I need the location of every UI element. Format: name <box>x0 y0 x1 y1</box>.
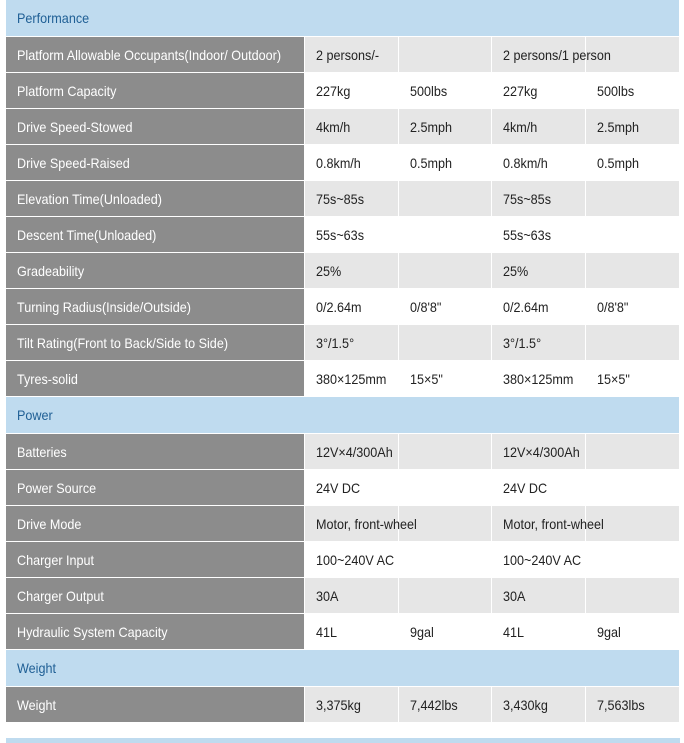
section-header-weight <box>6 650 680 687</box>
value-cell <box>586 253 680 289</box>
section-title-text: Performance <box>17 10 90 26</box>
row-label-text: Gradeability <box>17 262 85 279</box>
value-text: 75s~85s <box>316 190 364 207</box>
value-text: 24V DC <box>316 479 361 496</box>
value-cell <box>399 289 492 325</box>
value-text: 2.5mph <box>597 118 640 135</box>
value-cell <box>586 361 680 397</box>
value-text: 12V×4/300Ah <box>316 443 393 460</box>
value-text: 55s~63s <box>316 226 364 243</box>
row-label-text: Drive Speed-Raised <box>17 154 130 171</box>
value-cell <box>492 687 586 723</box>
row-label-text: Platform Capacity <box>17 82 117 99</box>
section-header-power <box>6 397 680 434</box>
value-text: 380×125mm <box>316 370 387 387</box>
section-title <box>6 397 680 434</box>
row-label-text: Power Source <box>17 479 97 496</box>
row-label-text: Tyres-solid <box>17 370 78 387</box>
row-label-text: Elevation Time(Unloaded) <box>17 190 162 207</box>
value-cell <box>399 253 492 289</box>
row-label-text: Turning Radius(Inside/Outside) <box>17 298 191 315</box>
value-cell <box>586 181 680 217</box>
row-label-text: Weight <box>17 696 56 713</box>
value-cell <box>492 470 586 506</box>
row-label-text: Hydraulic System Capacity <box>17 623 168 640</box>
table-row <box>6 73 680 109</box>
table-row <box>6 109 680 145</box>
value-cell <box>492 37 611 73</box>
table-row <box>6 542 680 578</box>
value-text: 24V DC <box>503 479 548 496</box>
row-label <box>6 253 305 289</box>
row-label <box>6 470 305 506</box>
section-title <box>6 650 680 687</box>
value-text: Motor, front-wheel <box>316 515 417 532</box>
row-label <box>6 73 305 109</box>
value-text: 41L <box>503 623 525 640</box>
value-cell <box>586 578 680 614</box>
value-cell <box>305 434 399 470</box>
value-cell <box>399 542 492 578</box>
table-row <box>6 145 680 181</box>
table-row <box>6 506 680 542</box>
value-cell <box>586 470 680 506</box>
value-cell <box>492 253 586 289</box>
table-row <box>6 614 680 650</box>
value-cell <box>305 253 399 289</box>
value-text: 3°/1.5° <box>503 334 542 351</box>
value-cell <box>586 542 680 578</box>
value-text: 0.8km/h <box>503 154 548 171</box>
table-row <box>6 253 680 289</box>
table-row <box>6 325 680 361</box>
value-text: 55s~63s <box>503 226 551 243</box>
value-cell <box>399 687 492 723</box>
row-label <box>6 361 305 397</box>
row-label-text: Charger Input <box>17 551 95 568</box>
value-text: 0.5mph <box>597 154 640 171</box>
value-text: 227kg <box>316 82 351 99</box>
value-cell <box>305 181 399 217</box>
table-row <box>6 181 680 217</box>
value-text: 0.5mph <box>410 154 453 171</box>
value-cell <box>586 325 680 361</box>
value-text: 100~240V AC <box>503 551 582 568</box>
value-cell <box>305 289 399 325</box>
value-cell <box>399 217 492 253</box>
value-cell <box>492 109 586 145</box>
value-cell <box>399 614 492 650</box>
row-label <box>6 217 305 253</box>
value-cell <box>305 470 399 506</box>
value-text: 3,375kg <box>316 696 361 713</box>
row-label <box>6 578 305 614</box>
row-label <box>6 506 305 542</box>
value-text: 500lbs <box>410 82 448 99</box>
value-text: 9gal <box>597 623 621 640</box>
value-cell <box>492 361 586 397</box>
value-cell <box>305 217 399 253</box>
row-label-text: Drive Speed-Stowed <box>17 118 133 135</box>
value-text: 380×125mm <box>503 370 574 387</box>
value-cell <box>305 109 399 145</box>
value-text: 2 persons/- <box>316 46 380 63</box>
section-header-performance <box>6 0 680 37</box>
value-cell <box>399 325 492 361</box>
specifications-body <box>6 0 680 723</box>
value-cell <box>305 325 399 361</box>
row-label <box>6 687 305 723</box>
section-title-text: Weight <box>17 660 56 676</box>
value-cell <box>492 542 586 578</box>
value-cell <box>492 325 586 361</box>
row-label <box>6 181 305 217</box>
value-text: 0/2.64m <box>503 298 549 315</box>
row-label <box>6 109 305 145</box>
value-cell <box>492 217 586 253</box>
value-text: 4km/h <box>316 118 351 135</box>
table-row <box>6 578 680 614</box>
value-text: 500lbs <box>597 82 635 99</box>
row-label <box>6 325 305 361</box>
value-text: 0/2.64m <box>316 298 362 315</box>
table-row <box>6 361 680 397</box>
table-row <box>6 289 680 325</box>
value-cell <box>492 434 586 470</box>
value-text: 12V×4/300Ah <box>503 443 580 460</box>
value-cell <box>305 578 399 614</box>
value-cell <box>305 506 417 542</box>
row-label <box>6 37 305 73</box>
table-row <box>6 217 680 253</box>
value-text: 2.5mph <box>410 118 453 135</box>
value-text: 30A <box>503 587 526 604</box>
value-text: 3°/1.5° <box>316 334 355 351</box>
value-cell <box>492 73 586 109</box>
value-text: 3,430kg <box>503 696 548 713</box>
row-label-text: Batteries <box>17 443 67 460</box>
table-row <box>6 470 680 506</box>
row-label-text: Drive Mode <box>17 515 82 532</box>
value-cell <box>586 614 680 650</box>
value-cell <box>399 109 492 145</box>
row-label <box>6 614 305 650</box>
section-title <box>6 0 680 37</box>
value-cell <box>492 506 604 542</box>
value-cell <box>399 361 492 397</box>
value-cell <box>492 289 586 325</box>
value-cell <box>399 37 492 73</box>
value-text: 0/8'8" <box>410 298 442 315</box>
table-bottom-band <box>6 738 680 743</box>
value-cell <box>399 73 492 109</box>
value-text: 30A <box>316 587 339 604</box>
table-row <box>6 434 680 470</box>
row-label <box>6 145 305 181</box>
table-row <box>6 37 680 73</box>
value-cell <box>586 434 680 470</box>
value-cell <box>492 578 586 614</box>
row-label <box>6 542 305 578</box>
value-text: 75s~85s <box>503 190 551 207</box>
value-text: 2 persons/1 person <box>503 46 611 63</box>
value-text: 4km/h <box>503 118 538 135</box>
value-cell <box>586 109 680 145</box>
row-label-text: Charger Output <box>17 587 104 604</box>
row-label-text: Descent Time(Unloaded) <box>17 226 157 243</box>
value-cell <box>399 145 492 181</box>
value-cell <box>305 145 399 181</box>
value-cell <box>399 181 492 217</box>
value-text: Motor, front-wheel <box>503 515 604 532</box>
specifications-table <box>6 0 680 723</box>
section-title-text: Power <box>17 407 53 423</box>
value-cell <box>305 73 399 109</box>
value-text: 0.8km/h <box>316 154 361 171</box>
value-text: 9gal <box>410 623 434 640</box>
value-cell <box>399 578 492 614</box>
value-cell <box>586 687 680 723</box>
value-text: 25% <box>316 262 342 279</box>
row-label <box>6 434 305 470</box>
value-cell <box>305 614 399 650</box>
row-label-text: Tilt Rating(Front to Back/Side to Side) <box>17 334 229 351</box>
value-text: 15×5" <box>410 370 443 387</box>
value-cell <box>586 217 680 253</box>
value-cell <box>305 687 399 723</box>
value-cell <box>492 145 586 181</box>
row-label <box>6 289 305 325</box>
value-cell <box>492 614 586 650</box>
value-cell <box>586 145 680 181</box>
value-text: 25% <box>503 262 529 279</box>
value-cell <box>399 434 492 470</box>
value-cell <box>586 289 680 325</box>
value-text: 7,563lbs <box>597 696 645 713</box>
value-cell <box>492 181 586 217</box>
value-cell <box>399 470 492 506</box>
value-text: 15×5" <box>597 370 630 387</box>
value-text: 41L <box>316 623 338 640</box>
value-text: 0/8'8" <box>597 298 629 315</box>
row-label-text: Platform Allowable Occupants(Indoor/ Outdoor) <box>17 46 282 63</box>
table-row <box>6 687 680 723</box>
value-text: 100~240V AC <box>316 551 395 568</box>
value-cell <box>305 542 399 578</box>
value-text: 7,442lbs <box>410 696 458 713</box>
value-cell <box>305 361 399 397</box>
value-cell <box>305 37 399 73</box>
value-text: 227kg <box>503 82 538 99</box>
value-cell <box>586 73 680 109</box>
